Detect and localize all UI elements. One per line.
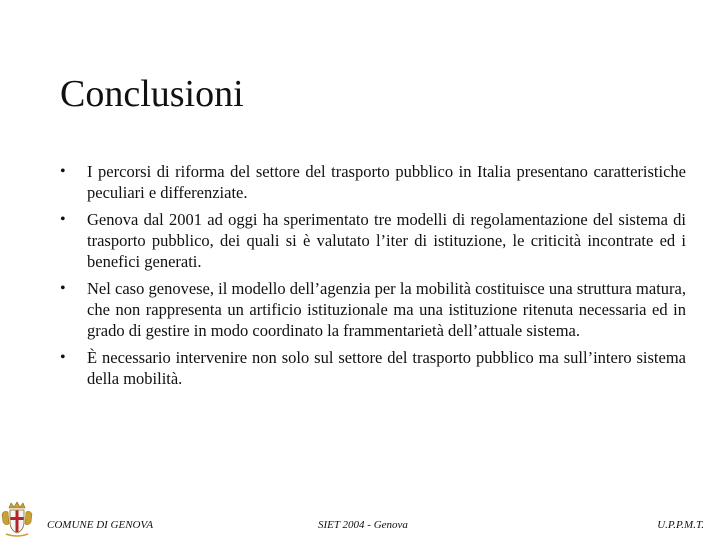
bullet-item — [60, 278, 686, 341]
bullet-item — [60, 209, 686, 272]
bullet-item — [60, 347, 686, 389]
bullet-marker: • — [60, 211, 66, 228]
genova-coat-of-arms-icon — [0, 500, 34, 540]
bullet-marker: • — [60, 349, 66, 366]
bullet-text: Nel caso genovese, il modello dell’agenzia per la mobilità costituisce una struttura matura, che non rappresenta un artificio istituzionale ma una istituzione ritenuta necessaria ed in grado di gestire in modo coordinato la frammentarietà dell’attuale sistema. — [87, 279, 686, 340]
footer-event: SIET 2004 - Genova — [318, 519, 408, 531]
footer-department: U.P.P.M.T. — [657, 519, 704, 531]
slide-title: Conclusioni — [60, 73, 244, 115]
bullet-text: Genova dal 2001 ad oggi ha sperimentato tre modelli di regolamentazione del sistema di trasporto pubblico, dei quali si è valutato l’iter di istituzione, le criticità incontrate ed i benefici generati. — [87, 210, 686, 271]
footer-organization: COMUNE DI GENOVA — [47, 519, 154, 531]
bullet-text: I percorsi di riforma del settore del trasporto pubblico in Italia presentano caratteristiche peculiari e differenziate. — [87, 162, 686, 202]
bullet-text: È necessario intervenire non solo sul settore del trasporto pubblico ma sull’intero sistema della mobilità. — [87, 348, 686, 388]
bullet-marker: • — [60, 163, 66, 180]
bullet-list — [60, 161, 686, 395]
bullet-marker: • — [60, 280, 66, 297]
slide-footer — [0, 500, 720, 540]
bullet-item — [60, 161, 686, 203]
